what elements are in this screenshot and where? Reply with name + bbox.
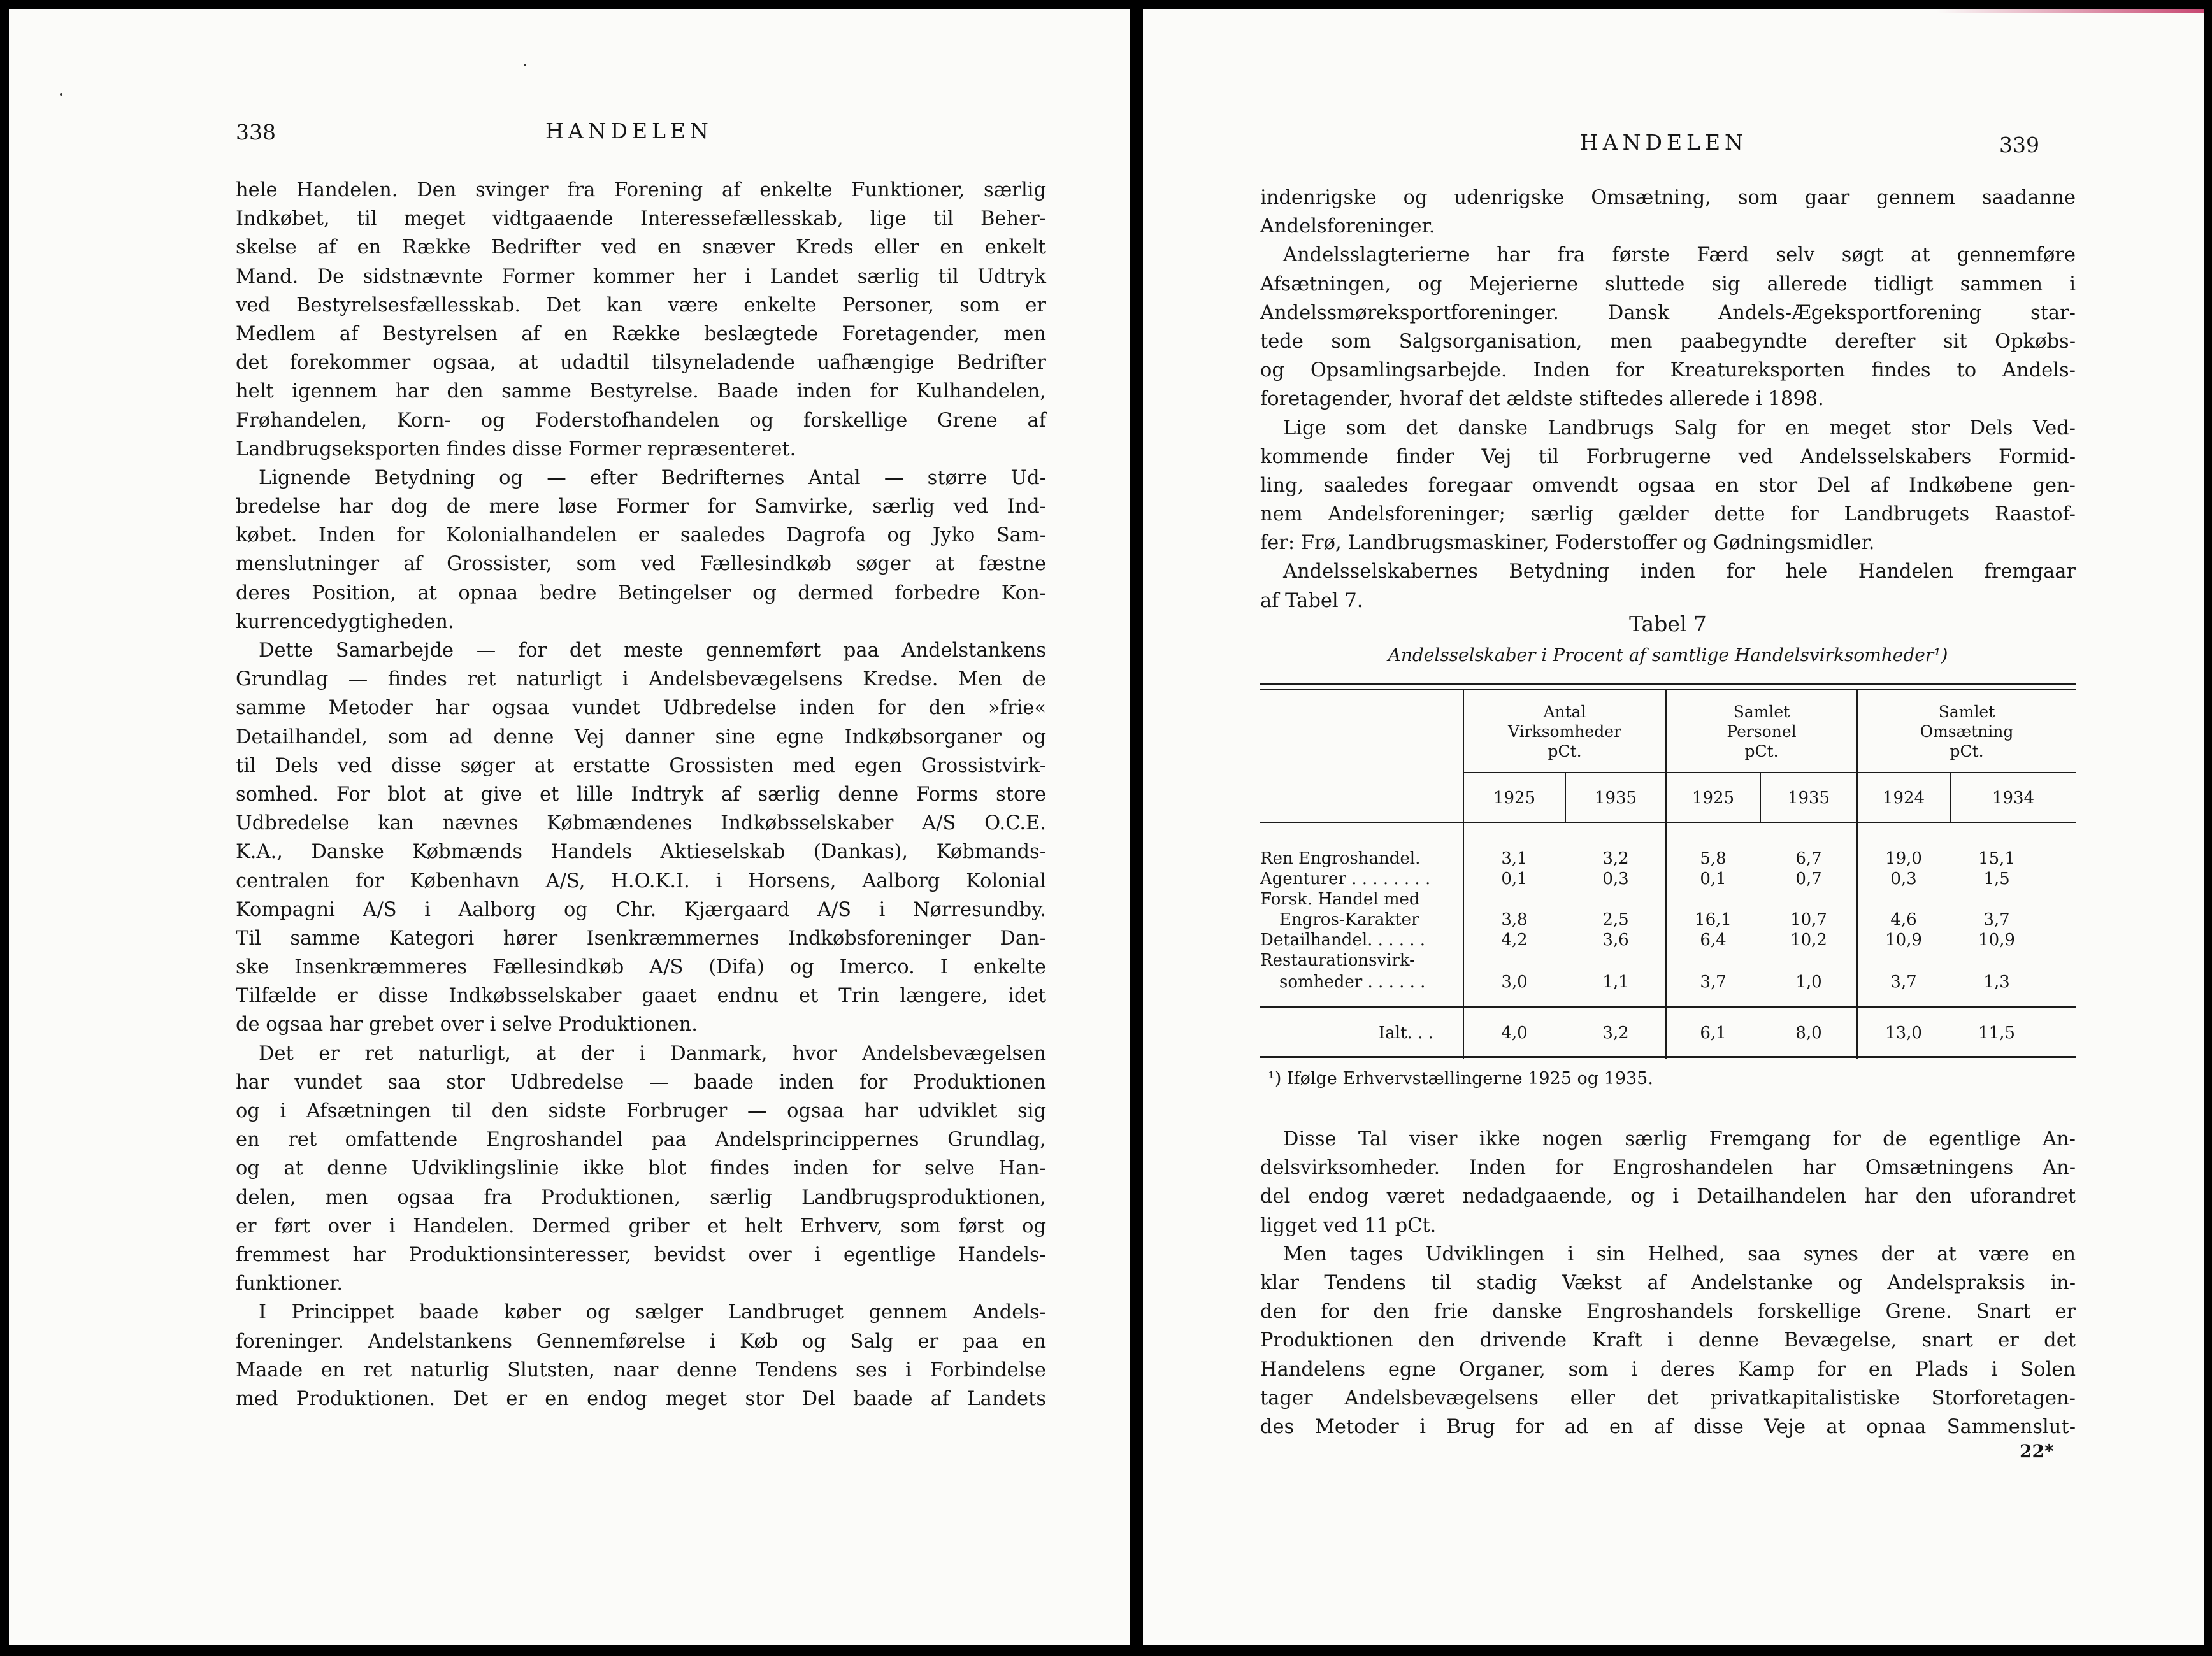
text-line: Lignende Betydning og — efter Bedrifternes Antal — større Ud-	[259, 466, 1046, 489]
text-line: af Tabel 7.	[1260, 589, 1363, 612]
text-line: har vundet saa stor Udbredelse — baade inden for Produktionen	[236, 1071, 1046, 1094]
table-group-header	[1464, 702, 1665, 761]
table-total-cell: 13,0	[1885, 1024, 1922, 1043]
table-cell: 6,4	[1700, 931, 1727, 950]
text-line: klar Tendens til stadig Vækst af Andelstanke og Andelspraksis in-	[1260, 1271, 2076, 1294]
text-line: fer: Frø, Landbrugsmaskiner, Foderstoffer og Gødningsmidler.	[1260, 532, 1875, 555]
text-line: Dette Samarbejde — for det meste gennemført paa Andelstankens	[259, 639, 1046, 662]
table-cell: 3,7	[1890, 973, 1917, 992]
table-cell: 0,7	[1795, 869, 1822, 889]
text-line: menslutninger af Grossister, som ved Fællesindkøb søger at fæstne	[236, 553, 1046, 576]
text-line: Handelens egne Organer, som i deres Kamp for en Plads i Solen	[1260, 1358, 2076, 1381]
header-line: pCt.	[1950, 742, 1984, 760]
page-number: 339	[1999, 132, 2039, 157]
text-line: somhed. For blot at give et lille Indtryk af særlig denne Forms store	[236, 783, 1046, 806]
year-label: 1935	[1787, 789, 1830, 808]
row-label: Restaurationsvirk-	[1260, 951, 1415, 970]
table-cell: 10,7	[1790, 910, 1827, 929]
header-line: Samlet	[1733, 703, 1790, 721]
table-total-cell: 11,5	[1978, 1024, 2015, 1043]
text-line: kurrencedygtigheden.	[236, 610, 454, 633]
text-line: den for den frie danske Engroshandels forskellige Grene. Snart er	[1260, 1301, 2076, 1324]
text-line: Kompagni A/S i Aalborg og Chr. Kjærgaard A/S i Nørresundby.	[236, 898, 1046, 921]
text-line: K.A., Danske Købmænds Handels Aktieselskab (Dankas), Købmands-	[236, 841, 1046, 864]
table-cell: 10,2	[1790, 931, 1827, 950]
text-line: kommende finder Vej til Forbrugerne ved Andelsselskabers Formid-	[1260, 445, 2076, 468]
total-label: Ialt. . .	[1379, 1024, 1433, 1043]
table-top-rule-thin	[1260, 689, 2076, 690]
text-line: og i Afsætningen til den sidste Forbruger — ogsaa har udviklet sig	[236, 1100, 1046, 1122]
text-line: Til samme Kategori hører Isenkræmmernes Indkøbsforeninger Dan-	[236, 927, 1046, 950]
text-line: skelse af en Række Bedrifter ved en snæver Kreds eller en enkelt	[236, 236, 1046, 259]
text-line: Andelsselskabernes Betydning inden for hele Handelen fremgaar	[1283, 560, 2076, 583]
text-line: funktioner.	[236, 1273, 343, 1296]
header-line: Omsætning	[1920, 722, 2014, 741]
row-label: Engros-Karakter	[1279, 910, 1419, 929]
year-label: 1935	[1594, 789, 1637, 808]
text-line: ske Insenkræmmeres Fællesindkøb A/S (Difa) og Imerco. I enkelte	[236, 956, 1046, 979]
table-header-rule	[1464, 772, 2076, 773]
header-line: Samlet	[1938, 703, 1995, 721]
text-line: centralen for København A/S, H.O.K.I. i Horsens, Aalborg Kolonial	[236, 869, 1046, 892]
row-label: Ren Engroshandel.	[1260, 849, 1421, 868]
table-cell: 1,3	[1983, 973, 2010, 992]
table-top-rule	[1260, 683, 2076, 685]
table-cell: 15,1	[1978, 849, 2015, 868]
edge-mark	[1937, 9, 2204, 13]
table-title: Tabel 7	[1629, 611, 1707, 636]
table-cell: 10,9	[1885, 931, 1922, 950]
text-line: Afsætningen, og Mejerierne sluttede sig allerede tidligt sammen i	[1260, 273, 2076, 296]
header-line: Personel	[1727, 722, 1797, 741]
table-total-rule	[1260, 1006, 2076, 1008]
text-line: des Metoder i Brug for ad en af disse Veje at opnaa Sammenslut-	[1260, 1415, 2076, 1438]
table-cell: 0,1	[1700, 869, 1727, 889]
year-label: 1925	[1691, 789, 1735, 808]
table-cell: 1,5	[1983, 869, 2010, 889]
table-cell: 0,3	[1602, 869, 1629, 889]
row-label: Forsk. Handel med	[1260, 890, 1420, 909]
table-cell: 1,0	[1795, 973, 1822, 992]
table-cell: 1,1	[1602, 973, 1629, 992]
table-total-cell: 8,0	[1795, 1024, 1822, 1043]
text-line: er ført over i Handelen. Dermed griber et helt Erhverv, som først og	[236, 1215, 1046, 1238]
text-line: købet. Inden for Kolonialhandelen er saaledes Dagrofa og Jyko Sam-	[236, 524, 1046, 547]
text-line: Frøhandelen, Korn- og Foderstofhandelen og forskellige Grene af	[236, 409, 1046, 432]
text-line: Det er ret naturligt, at der i Danmark, hvor Andelsbevægelsen	[259, 1042, 1046, 1065]
table-cell: 3,8	[1501, 910, 1528, 929]
table-cell: 16,1	[1695, 910, 1732, 929]
text-line: tager Andelsbevægelsens eller det privatkapitalistiske Storforetagen-	[1260, 1387, 2076, 1410]
table-cell: 3,2	[1602, 849, 1629, 868]
text-line: nem Andelsforeninger; særlig gælder dette for Landbrugets Raastof-	[1260, 503, 2076, 526]
table-cell: 3,7	[1700, 973, 1727, 992]
year-label: 1934	[1992, 789, 2035, 808]
left-page	[9, 9, 1130, 1645]
table-cell: 6,7	[1795, 849, 1822, 868]
page-number: 338	[236, 120, 276, 145]
table-group-header	[1858, 702, 2076, 761]
text-line: Tilfælde er disse Indkøbsselskaber gaaet endnu et Trin længere, idet	[236, 985, 1046, 1008]
text-line: til Dels ved disse søger at erstatte Grossisten med egen Grossistvirk-	[236, 754, 1046, 777]
paper-speck	[524, 64, 526, 66]
text-line: fremmest har Produktionsinteresser, bevidst over i egentlige Handels-	[236, 1243, 1046, 1266]
table-cell: 5,8	[1700, 849, 1727, 868]
row-label: Agenturer . . . . . . . .	[1260, 869, 1431, 889]
table-cell: 3,0	[1501, 973, 1528, 992]
text-line: Grundlag — findes ret naturligt i Andelsbevægelsens Kredse. Men de	[236, 668, 1046, 691]
text-line: og at denne Udviklingslinie ikke blot findes inden for selve Han-	[236, 1157, 1046, 1180]
text-line: bredelse har dog de mere løse Former for Samvirke, særlig ved Ind-	[236, 496, 1046, 518]
text-line: Detailhandel, som ad denne Vej danner sine egne Indkøbsorganer og	[236, 725, 1046, 748]
text-line: foreninger. Andelstankens Gennemførelse i Køb og Salg er paa en	[236, 1330, 1046, 1353]
text-line: I Princippet baade køber og sælger Landbruget gennem Andels-	[259, 1301, 1046, 1324]
text-line: Lige som det danske Landbrugs Salg for en meget stor Dels Ved-	[1283, 417, 2076, 439]
running-head: HANDELEN	[1580, 130, 1748, 155]
table-cell: 0,1	[1501, 869, 1528, 889]
text-line: tede som Salgsorganisation, men paabegyndte derefter sit Opkøbs-	[1260, 330, 2076, 353]
table-header-bottom-rule	[1260, 822, 2076, 823]
text-line: Mand. De sidstnævnte Former kommer her i Landet særlig til Udtryk	[236, 265, 1046, 288]
text-line: de ogsaa har grebet over i selve Produktionen.	[236, 1013, 698, 1036]
right-body-text-bottom	[1260, 1125, 2076, 1441]
text-line: Udbredelse kan nævnes Købmændenes Indkøbsselskaber A/S O.C.E.	[236, 812, 1046, 835]
right-body-text-top	[1260, 183, 2076, 615]
table-bottom-rule	[1260, 1056, 2076, 1058]
left-body-text	[236, 176, 1046, 1413]
year-label: 1924	[1882, 789, 1925, 808]
table-cell: 3,7	[1983, 910, 2010, 929]
table-total-cell: 4,0	[1501, 1024, 1528, 1043]
header-line: Antal	[1543, 703, 1586, 721]
table-cell: 3,1	[1501, 849, 1528, 868]
text-line: Landbrugseksporten findes disse Former repræsenteret.	[236, 438, 796, 460]
table-cell: 4,2	[1501, 931, 1528, 950]
text-line: indenrigske og udenrigske Omsætning, som gaar gennem saadanne	[1260, 187, 2076, 209]
text-line: Andelssmøreksportforeninger. Dansk Andels-Ægeksportforening star-	[1260, 301, 2076, 324]
header-line: pCt.	[1548, 742, 1582, 760]
paper-speck	[60, 93, 62, 96]
text-line: Disse Tal viser ikke nogen særlig Fremgang for de egentlige An-	[1283, 1128, 2076, 1150]
text-line: ved Bestyrelsesfællesskab. Det kan være enkelte Personer, som er	[236, 294, 1046, 317]
text-line: delsvirksomheder. Inden for Engroshandelen har Omsætningens An-	[1260, 1157, 2076, 1180]
text-line: del endog været nedadgaaende, og i Detailhandelen har den uforandret	[1260, 1185, 2076, 1208]
text-line: helt igennem har den samme Bestyrelse. Baade inden for Kulhandelen,	[236, 380, 1046, 403]
table-footnote: ¹) Ifølge Erhvervstællingerne 1925 og 1935.	[1268, 1069, 1653, 1089]
text-line: Medlem af Bestyrelsen af en Række beslægtede Foretagender, men	[236, 322, 1046, 345]
text-line: Men tages Udviklingen i sin Helhed, saa synes der at være en	[1283, 1243, 2076, 1266]
text-line: foretagender, hvoraf det ældste stiftedes allerede i 1898.	[1260, 388, 1824, 411]
text-line: ling, saaledes foregaar omvendt ogsaa en stor Del af Indkøbene gen-	[1260, 474, 2076, 497]
year-label: 1925	[1493, 789, 1536, 808]
text-line: Maade en ret naturlig Slutsten, naar denne Tendens ses i Forbindelse	[236, 1359, 1046, 1381]
table-cell: 2,5	[1602, 910, 1629, 929]
right-page	[1143, 9, 2204, 1645]
header-line: Virksomheder	[1508, 722, 1621, 741]
header-line: pCt.	[1744, 742, 1779, 760]
table-total-cell: 3,2	[1602, 1024, 1629, 1043]
text-line: delen, men ogsaa fra Produktionen, særlig Landbrugsproduktionen,	[236, 1186, 1046, 1209]
text-line: Andelsslagterierne har fra første Færd selv søgt at gennemføre	[1283, 244, 2076, 267]
row-label: somheder . . . . . .	[1279, 973, 1426, 992]
table-cell: 3,6	[1602, 931, 1629, 950]
running-head: HANDELEN	[545, 118, 713, 143]
text-line: en ret omfattende Engroshandel paa Andelsprincippernes Grundlag,	[236, 1129, 1046, 1152]
table-group-header	[1667, 702, 1856, 761]
text-line: det forekommer ogsaa, at udadtil tilsyneladende uafhængige Bedrifter	[236, 352, 1046, 375]
text-line: deres Position, at opnaa bedre Betingelser og dermed forbedre Kon-	[236, 582, 1046, 604]
text-line: ligget ved 11 pCt.	[1260, 1214, 1437, 1237]
table-cell: 19,0	[1885, 849, 1922, 868]
text-line: med Produktionen. Det er en endog meget stor Del baade af Landets	[236, 1387, 1046, 1410]
table-total-cell: 6,1	[1700, 1024, 1727, 1043]
signature-mark: 22*	[2020, 1441, 2054, 1462]
text-line: Produktionen den drivende Kraft i denne Bevægelse, snart er det	[1260, 1329, 2076, 1352]
table-caption: Andelsselskaber i Procent af samtlige Handelsvirksomheder¹)	[1388, 645, 1948, 666]
text-line: hele Handelen. Den svinger fra Forening af enkelte Funktioner, særlig	[236, 179, 1046, 201]
table-cell: 10,9	[1978, 931, 2015, 950]
text-line: og Opsamlingsarbejde. Inden for Kreatureksporten findes to Andels-	[1260, 359, 2076, 382]
row-label: Detailhandel. . . . . .	[1260, 931, 1426, 950]
text-line: Andelsforeninger.	[1260, 215, 1435, 238]
text-line: samme Metoder har ogsaa vundet Udbredelse inden for den »frie«	[236, 697, 1046, 720]
table-cell: 4,6	[1890, 910, 1917, 929]
text-line: Indkøbet, til meget vidtgaaende Interessefællesskab, lige til Beher-	[236, 208, 1046, 231]
table-cell: 0,3	[1890, 869, 1917, 889]
